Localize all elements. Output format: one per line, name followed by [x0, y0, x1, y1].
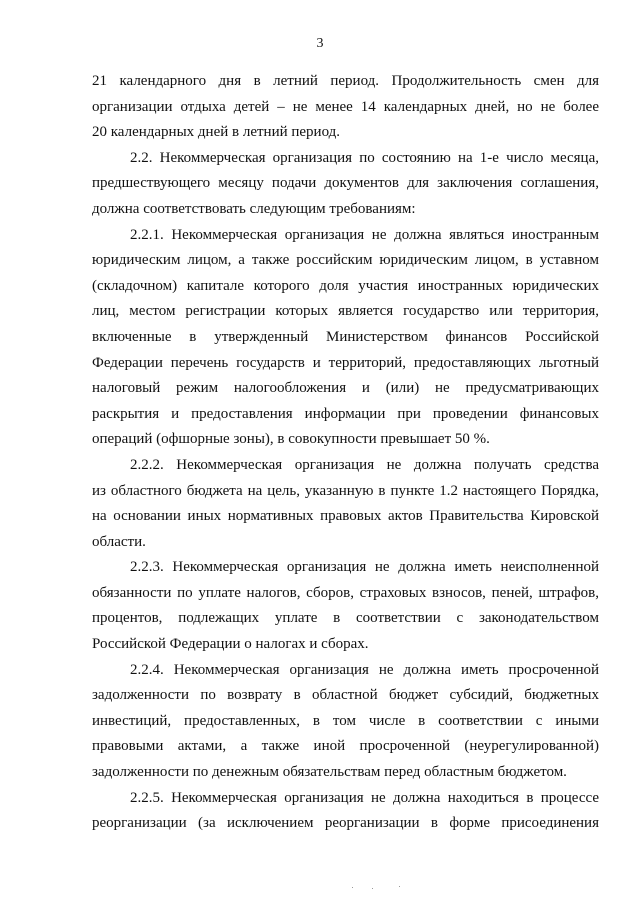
paragraph-p2-2-line: 2.2. Некоммерческая организация по состоянию на 1-е число месяца, [130, 149, 599, 166]
paragraph-cont-line: организации отдыха детей – не менее 14 календарных дней, но не более [92, 98, 599, 115]
paragraph-p2-2-1-line: лиц, местом регистрации которых является государство или территория, [92, 303, 599, 320]
paragraph-p2-2-1-line: юридическим лицом, а также российским юридическим лицом, в уставном [92, 252, 599, 269]
paragraph-p2-2-2-line: на основании иных нормативных правовых актов Правительства Кировской [92, 508, 599, 525]
paragraph-p2-2-2-line: области. [92, 533, 146, 550]
paragraph-p2-2-5-line: реорганизации (за исключением реорганизации в форме присоединения [92, 815, 599, 832]
paragraph-p2-2-1-line: раскрытия и предоставления информации при проведении финансовых [92, 405, 599, 422]
paragraph-p2-2-2-line: 2.2.2. Некоммерческая организация не должна получать средства [130, 456, 599, 473]
paragraph-cont-line: 20 календарных дней в летний период. [92, 124, 341, 141]
paragraph-p2-2-4-line: правовыми актами, а также иной просроченной (неурегулированной) [92, 738, 599, 755]
paragraph-p2-2-5-line: 2.2.5. Некоммерческая организация не должна находиться в процессе [130, 789, 599, 806]
paragraph-p2-2-line: предшествующего месяцу подачи документов для заключения соглашения, [92, 175, 599, 192]
paragraph-p2-2-1-line: 2.2.1. Некоммерческая организация не должна являться иностранным [130, 226, 599, 243]
page-number: 3 [316, 36, 324, 51]
paragraph-p2-2-4-line: задолженности по денежным обязательствам перед областным бюджетом. [92, 764, 567, 781]
paragraph-p2-2-3-line: 2.2.3. Некоммерческая организация не должна иметь неисполненной [130, 559, 599, 576]
paragraph-p2-2-3-line: Российской Федерации о налогах и сборах. [92, 636, 369, 653]
paragraph-p2-2-line: должна соответствовать следующим требованиям: [92, 200, 416, 217]
paragraph-p2-2-1-line: включенные в утвержденный Министерством финансов Российской [92, 328, 599, 345]
paragraph-p2-2-4-line: инвестиций, предоставленных, в том числе в соответствии с иными [92, 712, 599, 729]
paragraph-p2-2-3-line: процентов, подлежащих уплате в соответствии с законодательством [92, 610, 599, 627]
paragraph-p2-2-4-line: 2.2.4. Некоммерческая организация не должна иметь просроченной [130, 661, 599, 678]
paragraph-p2-2-1-line: (складочном) капитале которого доля участия иностранных юридических [92, 277, 599, 294]
paragraph-p2-2-3-line: обязанности по уплате налогов, сборов, страховых взносов, пеней, штрафов, [92, 584, 599, 601]
paragraph-p2-2-4-line: задолженности по возврату в областной бюджет субсидий, бюджетных [92, 687, 599, 704]
paragraph-p2-2-1-line: Федерации перечень государств и территорий, предоставляющих льготный [92, 354, 599, 371]
paragraph-cont-line: 21 календарного дня в летний период. Продолжительность смен для [92, 73, 599, 89]
scan-specks [352, 886, 412, 890]
paragraph-p2-2-1-line: операций (офшорные зоны), в совокупности превышает 50 %. [92, 431, 490, 448]
paragraph-p2-2-1-line: налоговый режим налогообложения и (или) не предусматривающих [92, 380, 599, 397]
paragraph-p2-2-2-line: из областного бюджета на цель, указанную в пункте 1.2 настоящего Порядка, [92, 482, 599, 499]
document-body [92, 69, 599, 837]
